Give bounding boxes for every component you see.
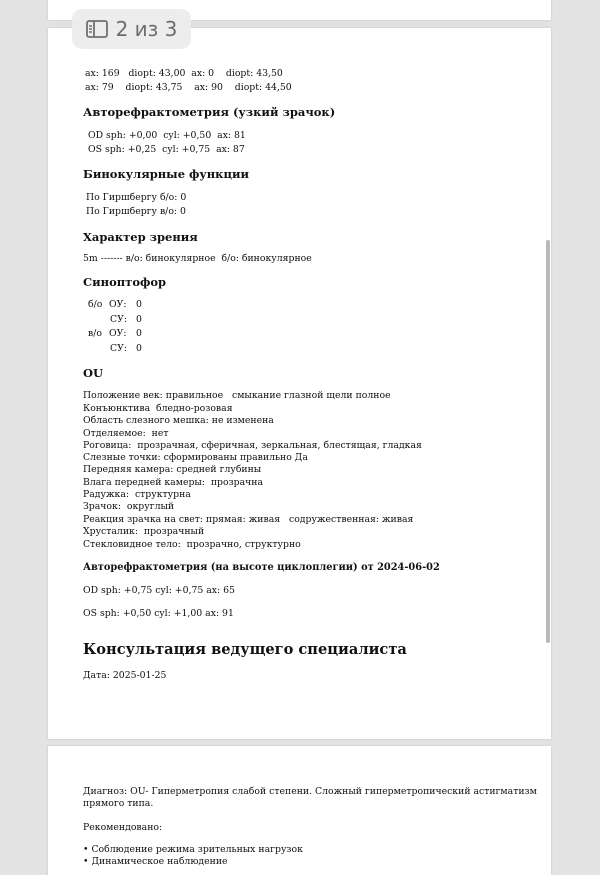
ou-line: Передняя камера: средней глубины <box>83 464 262 475</box>
synoptophore-group: б/о <box>88 299 103 310</box>
page-counter-text: 2 из 3 <box>115 17 178 41</box>
synoptophore-title: Синоптофор <box>83 275 167 289</box>
ou-line: Слезные точки: сформированы правильно Да <box>83 452 308 463</box>
autorefracto-narrow-od: OD sph: +0,00 cyl: +0,50 ax: 81 <box>88 130 246 141</box>
synoptophore-group: в/о <box>88 328 102 339</box>
ou-line: Реакция зрачка на свет: прямая: живая содружественная: живая <box>83 514 414 525</box>
autorefracto-narrow-os: OS sph: +0,25 cyl: +0,75 ax: 87 <box>88 144 245 155</box>
ou-line: Зрачок: округлый <box>83 501 175 512</box>
ou-line: Конъюнктива бледно-розовая <box>83 403 233 414</box>
autorefracto-cyclo-od: OD sph: +0,75 cyl: +0,75 ax: 65 <box>83 585 235 596</box>
page-3 <box>48 746 551 875</box>
synoptophore-value: 0 <box>136 343 142 354</box>
synoptophore-value: 0 <box>136 314 142 325</box>
synoptophore-label: ОУ: <box>109 328 127 339</box>
page-2 <box>48 28 551 739</box>
binocular-line-2: По Гиршбергу в/о: 0 <box>86 206 186 217</box>
page-list-icon <box>86 20 108 38</box>
diagnosis-line-2: прямого типа. <box>83 798 154 809</box>
ou-line: Хрусталик: прозрачный <box>83 526 205 537</box>
consultation-title: Консультация ведущего специалиста <box>83 641 407 658</box>
recommended-label: Рекомендовано: <box>83 822 163 833</box>
autorefracto-narrow-title: Авторефрактометрия (узкий зрачок) <box>83 105 336 119</box>
synoptophore-value: 0 <box>136 299 142 310</box>
scrollbar-thumb[interactable] <box>546 240 550 643</box>
ou-line: Радужка: структурна <box>83 489 191 500</box>
binocular-title: Бинокулярные функции <box>83 167 250 181</box>
page-counter-badge[interactable] <box>72 9 191 49</box>
keratometry-line-1: ax: 169 diopt: 43,00 ax: 0 diopt: 43,50 <box>85 68 283 79</box>
ou-line: Роговица: прозрачная, сферичная, зеркальная, блестящая, гладкая <box>83 440 422 451</box>
vision-character-title: Характер зрения <box>83 230 198 244</box>
ou-line: Положение век: правильное смыкание глазной щели полное <box>83 390 391 401</box>
ou-line: Область слезного мешка: не изменена <box>83 415 274 426</box>
synoptophore-value: 0 <box>136 328 142 339</box>
autorefracto-cyclo-title: Авторефрактометрия (на высоте циклоплегии) от 2024-06-02 <box>83 562 440 573</box>
consultation-date: Дата: 2025-01-25 <box>83 670 167 681</box>
synoptophore-label: СУ: <box>110 314 127 325</box>
keratometry-line-2: ax: 79 diopt: 43,75 ax: 90 diopt: 44,50 <box>85 82 292 93</box>
ou-title: OU <box>83 366 104 380</box>
vision-character-line: 5m ------- в/о: бинокулярное б/о: бинокулярное <box>83 253 312 264</box>
synoptophore-label: ОУ: <box>109 299 127 310</box>
synoptophore-label: СУ: <box>110 343 127 354</box>
recommendation-item: • Динамическое наблюдение <box>83 856 228 867</box>
ou-line: Влага передней камеры: прозрачна <box>83 477 264 488</box>
diagnosis-line-1: Диагноз: OU- Гиперметропия слабой степени. Сложный гиперметропический астигматизм <box>83 786 537 797</box>
binocular-line-1: По Гиршбергу б/о: 0 <box>86 192 187 203</box>
ou-line: Стекловидное тело: прозрачно, структурно <box>83 539 301 550</box>
recommendation-item: • Соблюдение режима зрительных нагрузок <box>83 844 303 855</box>
ou-line: Отделяемое: нет <box>83 428 169 439</box>
autorefracto-cyclo-os: OS sph: +0,50 cyl: +1,00 ax: 91 <box>83 608 234 619</box>
